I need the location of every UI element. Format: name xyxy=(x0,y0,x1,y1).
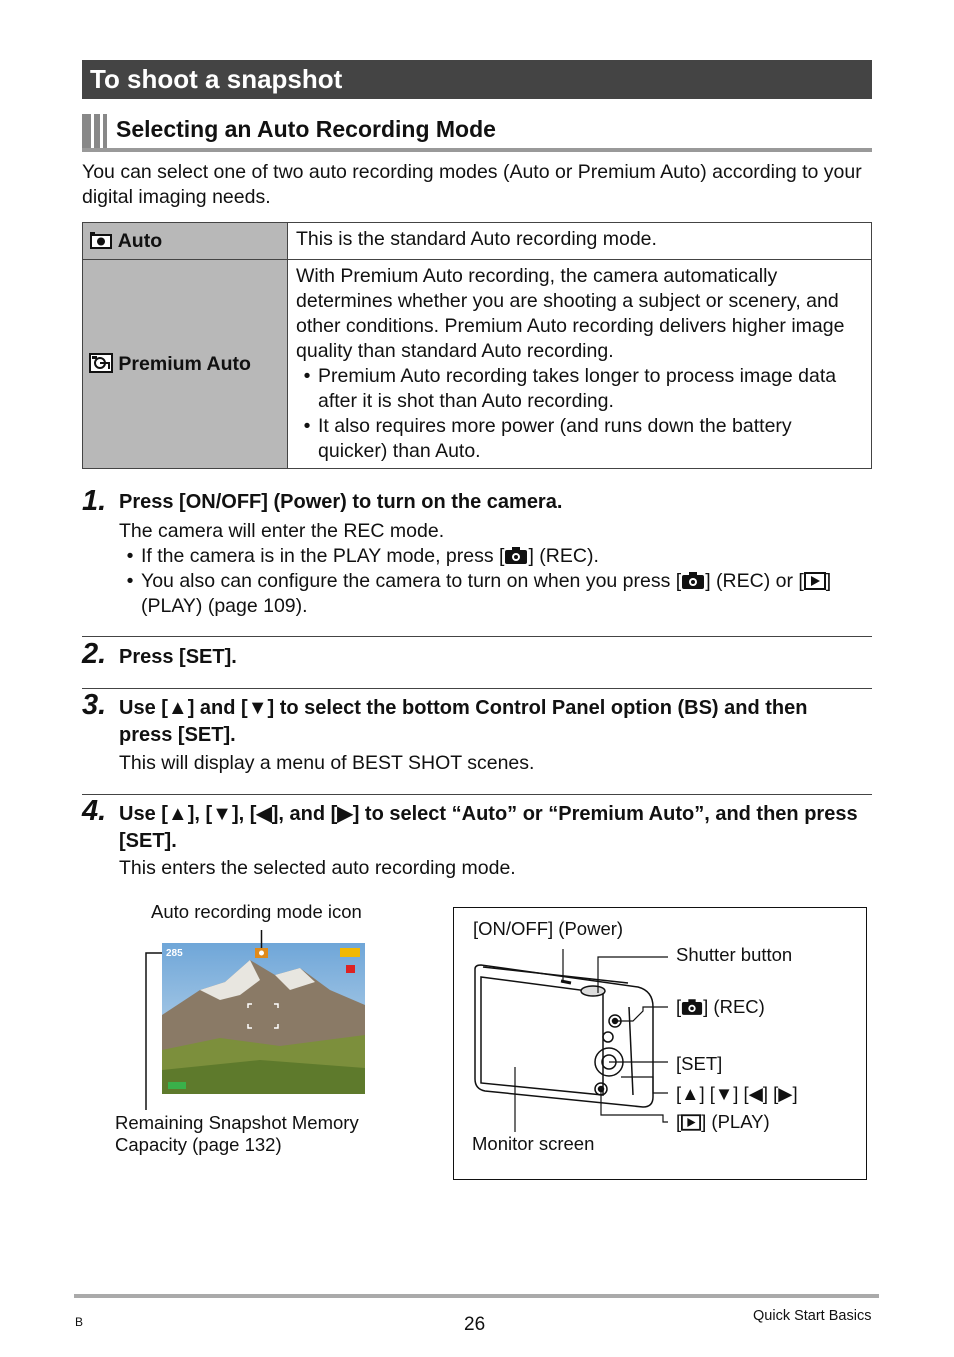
left-arrow-icon: ◀ xyxy=(256,803,272,825)
mode-desc-cell xyxy=(288,260,872,469)
step-number: 3. xyxy=(82,689,107,721)
modes-table xyxy=(82,222,872,469)
camera-icon xyxy=(89,232,113,250)
shutter-label: Shutter button xyxy=(676,944,793,965)
mode-label-cell xyxy=(83,223,288,260)
list-item: • You also can configure the camera to turn on when you press [ ] (REC) or [ ] (PLAY) (page 109). xyxy=(126,570,832,617)
down-arrow-icon: ▼ xyxy=(212,803,232,825)
list-item: • Premium Auto recording takes longer to process image data after it is shot than Auto recording. xyxy=(303,365,837,412)
memory-counter: 285 xyxy=(166,948,183,959)
footer-chapter: Quick Start Basics xyxy=(753,1308,872,1324)
play-icon xyxy=(804,572,826,590)
auto-icon-label: Auto recording mode icon xyxy=(151,901,362,922)
mode-label: Auto xyxy=(117,229,163,252)
step-body: The camera will enter the REC mode. • If the camera is in the PLAY mode, press [ ] (REC). • You also can configure the camera to turn on when you press [ ] (REC) or [ ] (PLAY) (page 109). xyxy=(119,519,879,619)
step-title: Press [ON/OFF] (Power) to turn on the camera. xyxy=(119,491,563,513)
heading-bars xyxy=(82,114,108,148)
up-arrow-icon: ▲ xyxy=(167,697,188,719)
step-number: 1. xyxy=(82,485,107,517)
rec-camera-icon xyxy=(504,547,528,565)
premium-auto-icon xyxy=(89,353,113,373)
flash-icon xyxy=(346,965,355,973)
mode-desc-cell xyxy=(288,223,872,260)
mode-label-cell xyxy=(83,260,288,469)
memory-label: Remaining Snapshot Memory Capacity (page 132) xyxy=(115,1112,359,1155)
right-arrow-icon: ▶ xyxy=(778,1083,793,1104)
left-arrow-icon: ◀ xyxy=(748,1083,763,1104)
down-arrow-icon: ▼ xyxy=(714,1083,734,1104)
section-title: To shoot a snapshot xyxy=(82,60,872,99)
footer-rule xyxy=(74,1294,879,1298)
play-icon xyxy=(681,1114,701,1131)
table-row xyxy=(83,260,872,469)
rec-camera-icon xyxy=(681,572,705,590)
list-item: • If the camera is in the PLAY mode, press [ ] (REC). xyxy=(126,545,599,567)
down-arrow-icon: ▼ xyxy=(247,697,268,719)
subsection-heading xyxy=(82,114,872,152)
table-row xyxy=(83,223,872,260)
step-body: This will display a menu of BEST SHOT scenes. xyxy=(119,752,535,774)
image-size-icon xyxy=(340,948,360,957)
step-title: Use [▲], [▼], [◀], and [▶] to select “Auto” or “Premium Auto”, and then press [SET]. xyxy=(119,803,858,852)
step-title: Press [SET]. xyxy=(119,646,237,668)
mode-desc: This is the standard Auto recording mode. xyxy=(296,228,657,250)
rec-label: [ ] (REC) xyxy=(676,996,765,1017)
arrows-label: [▲] [▼] [◀] [▶] xyxy=(676,1083,798,1104)
battery-icon xyxy=(168,1082,186,1089)
intro-paragraph: You can select one of two auto recording modes (Auto or Premium Auto) according to your digital imaging needs. xyxy=(82,161,862,208)
page-number: 26 xyxy=(464,1314,486,1335)
up-arrow-icon: ▲ xyxy=(681,1083,700,1104)
footer-left: B xyxy=(75,1315,84,1329)
divider xyxy=(82,688,872,689)
divider xyxy=(82,794,872,795)
up-arrow-icon: ▲ xyxy=(167,803,188,825)
shutter-knob xyxy=(581,986,605,996)
step-number: 2. xyxy=(82,638,107,670)
monitor-label: Monitor screen xyxy=(472,1133,595,1154)
divider xyxy=(82,636,872,637)
power-label: [ON/OFF] (Power) xyxy=(473,918,624,939)
monitor-screen-figure xyxy=(140,920,370,1120)
list-item: • It also requires more power (and runs down the battery quicker) than Auto. xyxy=(303,415,792,462)
step-body: This enters the selected auto recording mode. xyxy=(119,857,516,879)
step-number: 4. xyxy=(82,795,107,827)
subsection-title: Selecting an Auto Recording Mode xyxy=(116,116,496,142)
play-label: [ ] (PLAY) xyxy=(676,1111,770,1132)
rec-camera-icon xyxy=(681,999,703,1016)
set-label: [SET] xyxy=(676,1053,723,1074)
mode-label: Premium Auto xyxy=(118,352,251,375)
mode-desc: With Premium Auto recording, the camera automatically determines whether you are shooting a subject or scenery, and other conditions. Premium Auto recording delivers higher image quality than standard Auto recording. xyxy=(296,265,845,362)
right-arrow-icon: ▶ xyxy=(337,803,353,825)
step-title: Use [▲] and [▼] to select the bottom Control Panel option (BS) and then press [SET]. xyxy=(119,697,808,746)
